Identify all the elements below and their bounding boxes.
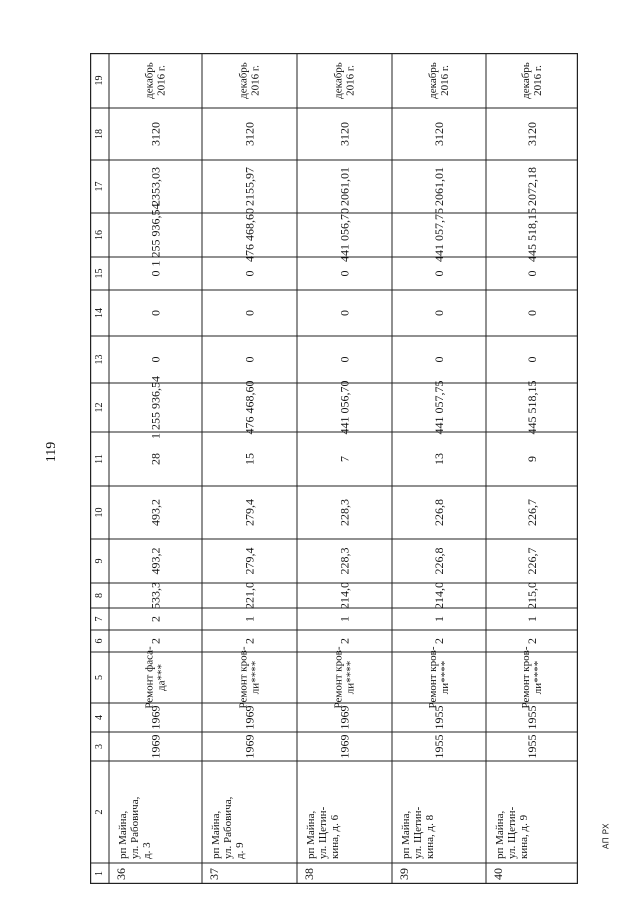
work-type-cell-line: Ремонт кров- [332, 646, 345, 709]
deadline-cell-line: 2016 г. [439, 65, 451, 96]
column-number-header: 5 [94, 675, 105, 680]
value-cell-c8: 533,3 [148, 582, 163, 609]
deadline-cell-line: 2016 г. [344, 65, 357, 96]
address-cell-line: ул. Щетин- [412, 806, 424, 859]
row-number-cell: 37 [207, 868, 221, 880]
value-cell-c10: 493,2 [148, 499, 163, 526]
value-cell-c7: 1 [242, 616, 257, 622]
value-cell-c18: 3120 [148, 122, 163, 146]
value-cell-c4: 1969 [242, 705, 257, 730]
address-cell-line: кина, д. 9 [518, 814, 530, 859]
column-number-header: 15 [94, 268, 105, 279]
value-cell-c9: 493,2 [148, 547, 163, 575]
value-cell-c18: 3120 [432, 122, 446, 146]
value-cell-c3: 1955 [525, 734, 539, 759]
column-number-header: 12 [94, 402, 105, 413]
value-cell-c16: 476 468,60 [242, 208, 257, 262]
column-number-header: 7 [94, 616, 105, 622]
value-cell-c6: 2 [242, 638, 257, 644]
work-type-cell-line: ли**** [439, 660, 451, 695]
value-cell-c13: 0 [242, 356, 257, 363]
address-cell-line: кина, д. 6 [329, 814, 341, 859]
value-cell-c10: 226,8 [432, 499, 446, 526]
value-cell-c16: 445 518,15 [525, 208, 539, 262]
value-cell-c17: 2155,97 [242, 167, 257, 206]
value-cell-c17: 2061,01 [337, 167, 352, 206]
address-cell-line: ул. Щетин- [317, 806, 329, 859]
work-type-cell-line: ли**** [532, 660, 544, 695]
deadline-cell-line: 2016 г. [249, 65, 262, 96]
value-cell-c15: 0 [432, 270, 446, 277]
deadline-cell-line: декабрь [143, 62, 156, 99]
column-number-header: 2 [94, 809, 105, 815]
value-cell-c3: 1969 [242, 734, 257, 759]
value-cell-c11: 15 [242, 453, 257, 465]
rotated-table-svg [90, 53, 578, 884]
value-cell-c9: 226,7 [525, 547, 539, 575]
value-cell-c13: 0 [148, 356, 163, 363]
value-cell-c8: 221,0 [242, 582, 257, 609]
table-frame [91, 54, 578, 884]
deadline-cell-line: 2016 г. [155, 65, 168, 96]
value-cell-c15: 0 [337, 270, 352, 277]
column-number-header: 4 [94, 715, 105, 720]
value-cell-c10: 226,7 [525, 499, 539, 526]
address-cell-line: ул. Рабовича, [129, 796, 141, 859]
work-type-cell-line: Ремонт кров- [427, 646, 439, 709]
row-number-cell: 38 [302, 868, 316, 880]
value-cell-c3: 1969 [337, 734, 352, 759]
value-cell-c16: 441 056,70 [337, 208, 352, 262]
value-cell-c14: 0 [432, 310, 446, 316]
address-cell-line: рп Майна, [400, 810, 412, 859]
value-cell-c12: 441 057,75 [432, 380, 446, 435]
value-cell-c17: 2061,01 [432, 167, 446, 206]
value-cell-c6: 2 [148, 638, 163, 644]
value-cell-c14: 0 [337, 310, 352, 316]
value-cell-c16: 1 255 936,54 [148, 203, 163, 267]
value-cell-c4: 1969 [337, 705, 352, 730]
deadline-cell-line: 2016 г. [532, 65, 544, 96]
value-cell-c3: 1955 [432, 734, 446, 759]
value-cell-c16: 441 057,75 [432, 208, 446, 262]
value-cell-c7: 1 [525, 616, 539, 622]
value-cell-c14: 0 [525, 310, 539, 316]
value-cell-c10: 228,3 [337, 499, 352, 526]
value-cell-c14: 0 [242, 310, 257, 316]
value-cell-c17: 2072,18 [525, 167, 539, 206]
value-cell-c13: 0 [432, 356, 446, 363]
value-cell-c3: 1969 [148, 734, 163, 759]
column-number-header: 8 [94, 593, 105, 598]
address-cell-line: кина, д. 8 [424, 814, 436, 859]
value-cell-c18: 3120 [337, 122, 352, 146]
value-cell-c12: 441 056,70 [337, 380, 352, 435]
value-cell-c4: 1955 [525, 705, 539, 730]
value-cell-c8: 214,0 [432, 582, 446, 609]
address-cell-line: ул. Щетин- [506, 806, 518, 859]
column-number-header: 18 [94, 129, 105, 139]
value-cell-c12: 445 518,15 [525, 380, 539, 435]
address-cell-line: д. 9 [234, 842, 246, 859]
value-cell-c11: 7 [337, 456, 352, 462]
value-cell-c9: 228,3 [337, 547, 352, 575]
value-cell-c13: 0 [525, 356, 539, 363]
work-type-cell-line: ли**** [249, 660, 262, 695]
page-number: 119 [44, 441, 59, 463]
value-cell-c6: 2 [525, 638, 539, 644]
column-number-header: 1 [94, 871, 105, 876]
work-type-cell-line: Ремонт фаса- [143, 646, 156, 709]
value-cell-c15: 0 [525, 270, 539, 277]
address-cell-line: рп Майна, [210, 810, 222, 859]
value-cell-c8: 214,0 [337, 582, 352, 609]
column-number-header: 19 [94, 75, 105, 86]
footer-mark: АП РХ [601, 822, 611, 850]
value-cell-c4: 1955 [432, 705, 446, 730]
value-cell-c18: 3120 [525, 122, 539, 146]
deadline-cell-line: декабрь [520, 62, 532, 99]
value-cell-c13: 0 [337, 356, 352, 363]
work-type-cell-line: Ремонт кров- [237, 646, 250, 709]
value-cell-c7: 1 [337, 616, 352, 622]
column-number-header: 6 [94, 638, 105, 644]
column-number-header: 14 [94, 308, 105, 318]
deadline-cell-line: декабрь [237, 62, 250, 99]
row-number-cell: 40 [491, 868, 505, 880]
value-cell-c6: 2 [337, 638, 352, 644]
column-number-header: 13 [94, 354, 105, 365]
value-cell-c12: 1 255 936,54 [148, 376, 163, 439]
value-cell-c8: 215,0 [525, 582, 539, 609]
column-number-header: 17 [94, 181, 105, 192]
value-cell-c7: 2 [148, 616, 163, 622]
value-cell-c10: 279,4 [242, 499, 257, 526]
value-cell-c15: 0 [148, 270, 163, 277]
deadline-cell-line: декабрь [427, 62, 439, 99]
work-type-cell-line: да*** [155, 664, 168, 691]
work-type-cell-line: ли**** [344, 660, 357, 695]
column-number-header: 16 [94, 230, 105, 240]
repair-schedule-table [90, 53, 578, 884]
row-number-cell: 39 [397, 868, 411, 880]
value-cell-c14: 0 [148, 310, 163, 316]
value-cell-c15: 0 [242, 270, 257, 277]
column-number-header: 10 [94, 507, 105, 518]
value-cell-c17: 2353,03 [148, 167, 163, 206]
column-number-header: 9 [94, 558, 105, 564]
value-cell-c12: 476 468,60 [242, 380, 257, 435]
deadline-cell-line: декабрь [332, 62, 345, 99]
value-cell-c11: 9 [525, 456, 539, 462]
column-number-header: 11 [94, 454, 105, 464]
value-cell-c6: 2 [432, 638, 446, 644]
value-cell-c11: 28 [148, 453, 163, 465]
address-cell-line: рп Майна, [494, 810, 506, 859]
address-cell-line: д. 3 [141, 842, 153, 859]
value-cell-c9: 226,8 [432, 547, 446, 575]
address-cell-line: рп Майна, [117, 810, 129, 859]
column-number-header: 3 [94, 744, 105, 749]
value-cell-c7: 1 [432, 616, 446, 622]
address-cell-line: ул. Рабовича, [222, 796, 234, 859]
work-type-cell-line: Ремонт кров- [520, 646, 532, 709]
row-number-cell: 36 [114, 868, 128, 880]
address-cell-line: рп Майна, [305, 810, 317, 859]
value-cell-c9: 279,4 [242, 547, 257, 575]
value-cell-c4: 1969 [148, 705, 163, 730]
value-cell-c11: 13 [432, 453, 446, 465]
value-cell-c18: 3120 [242, 122, 257, 146]
